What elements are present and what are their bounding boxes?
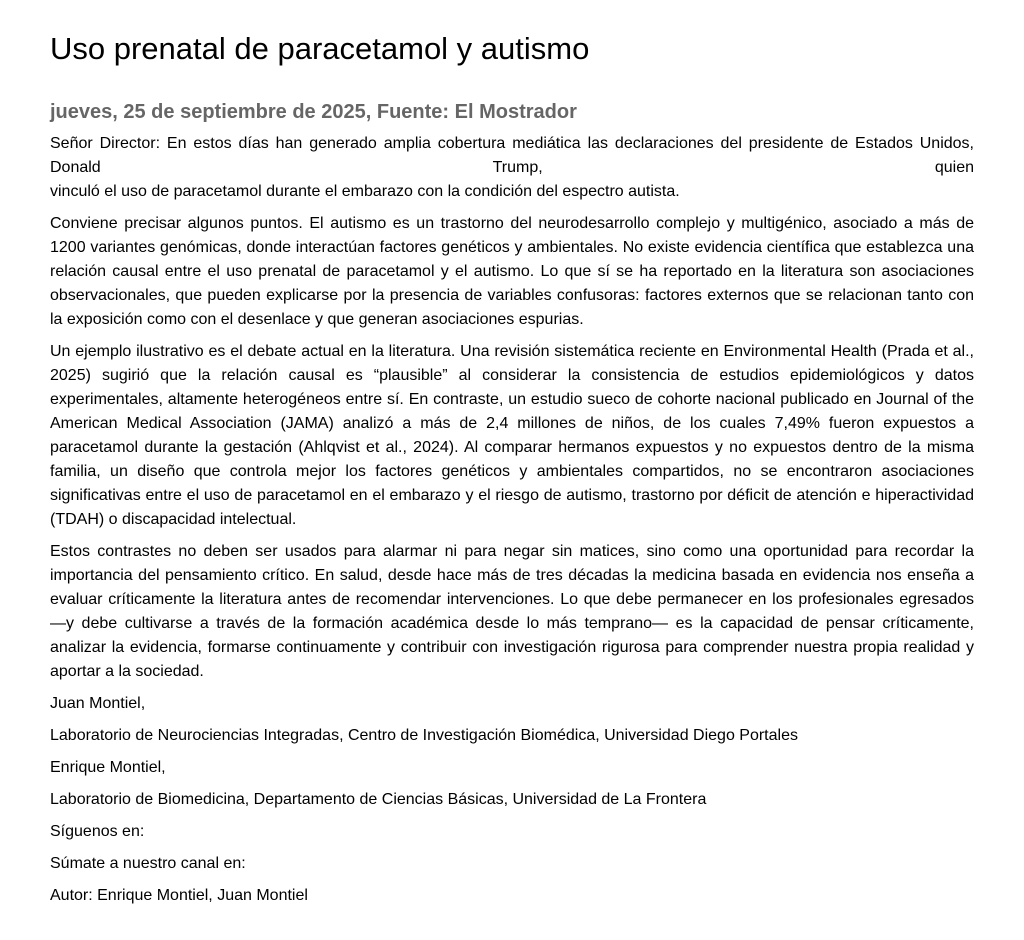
intro-line-1: Señor Director: En estos días han generado amplia cobertura mediática las declaraciones del presidente de Estados Unidos, Donald Trump, quien	[50, 135, 974, 176]
channel-label: Súmate a nuestro canal en:	[50, 855, 246, 872]
intro-line-2: vinculó el uso de paracetamol durante el embarazo con la condición del espectro autista.	[50, 183, 680, 200]
body-paragraph-2: Un ejemplo ilustrativo es el debate actual en la literatura. Una revisión sistemática reciente en Environmental Health (Prada et al., 2025) sugirió que la relación causal es “plausible” al considerar la consistencia de estudios epidemiológicos y datos experimentales, altamente heterogéneos entre sí. En contraste, un estudio sueco de cohorte nacional publicado en Journal of the American Medical Association (JAMA) analizó a más de 2,4 millones de niños, de los cuales 7,49% fueron expuestos a paracetamol durante la gestación (Ahlqvist et al., 2024). Al comparar hermanos expuestos y no expuestos dentro de la misma familia, un diseño que controla mejor los factores genéticos y ambientales compartidos, no se encontraron asociaciones significativas entre el uso de paracetamol en el embarazo y el riesgo de autismo, trastorno por déficit de atención e hiperactividad (TDAH) o discapacidad intelectual.	[50, 343, 974, 528]
author-line: Autor: Enrique Montiel, Juan Montiel	[50, 887, 308, 904]
article-body	[50, 132, 974, 908]
signature-name-2: Enrique Montiel,	[50, 759, 166, 776]
body-paragraph-1: Conviene precisar algunos puntos. El autismo es un trastorno del neurodesarrollo complejo y multigénico, asociado a más de 1200 variantes genómicas, donde interactúan factores genéticos y ambientales. No existe evidencia científica que establezca una relación causal entre el uso prenatal de paracetamol y el autismo. Lo que sí se ha reportado en la literatura son asociaciones observacionales, que pueden explicarse por la presencia de variables confusoras: factores externos que se relacionan tanto con la exposición como con el desenlace y que generan asociaciones espurias.	[50, 215, 974, 328]
signature-name-1: Juan Montiel,	[50, 695, 146, 712]
follow-label: Síguenos en:	[50, 823, 145, 840]
signature-affiliation-2: Laboratorio de Biomedicina, Departamento de Ciencias Básicas, Universidad de La Frontera	[50, 791, 707, 808]
article-dateline: jueves, 25 de septiembre de 2025, Fuente: El Mostrador	[50, 101, 577, 123]
signature-affiliation-1: Laboratorio de Neurociencias Integradas, Centro de Investigación Biomédica, Universidad Diego Portales	[50, 727, 798, 744]
page-title: Uso prenatal de paracetamol y autismo	[50, 31, 590, 66]
article	[50, 0, 974, 916]
intro-paragraph	[50, 132, 974, 204]
body-paragraph-3: Estos contrastes no deben ser usados para alarmar ni para negar sin matices, sino como una oportunidad para recordar la importancia del pensamiento crítico. En salud, desde hace más de tres décadas la medicina basada en evidencia nos enseña a evaluar críticamente la literatura antes de recomendar intervenciones. Lo que debe permanecer en los profesionales egresados —y debe cultivarse a través de la formación académica desde lo más temprano— es la capacidad de pensar críticamente, analizar la evidencia, formarse continuamente y contribuir con investigación rigurosa para comprender nuestra propia realidad y aportar a la sociedad.	[50, 543, 974, 680]
